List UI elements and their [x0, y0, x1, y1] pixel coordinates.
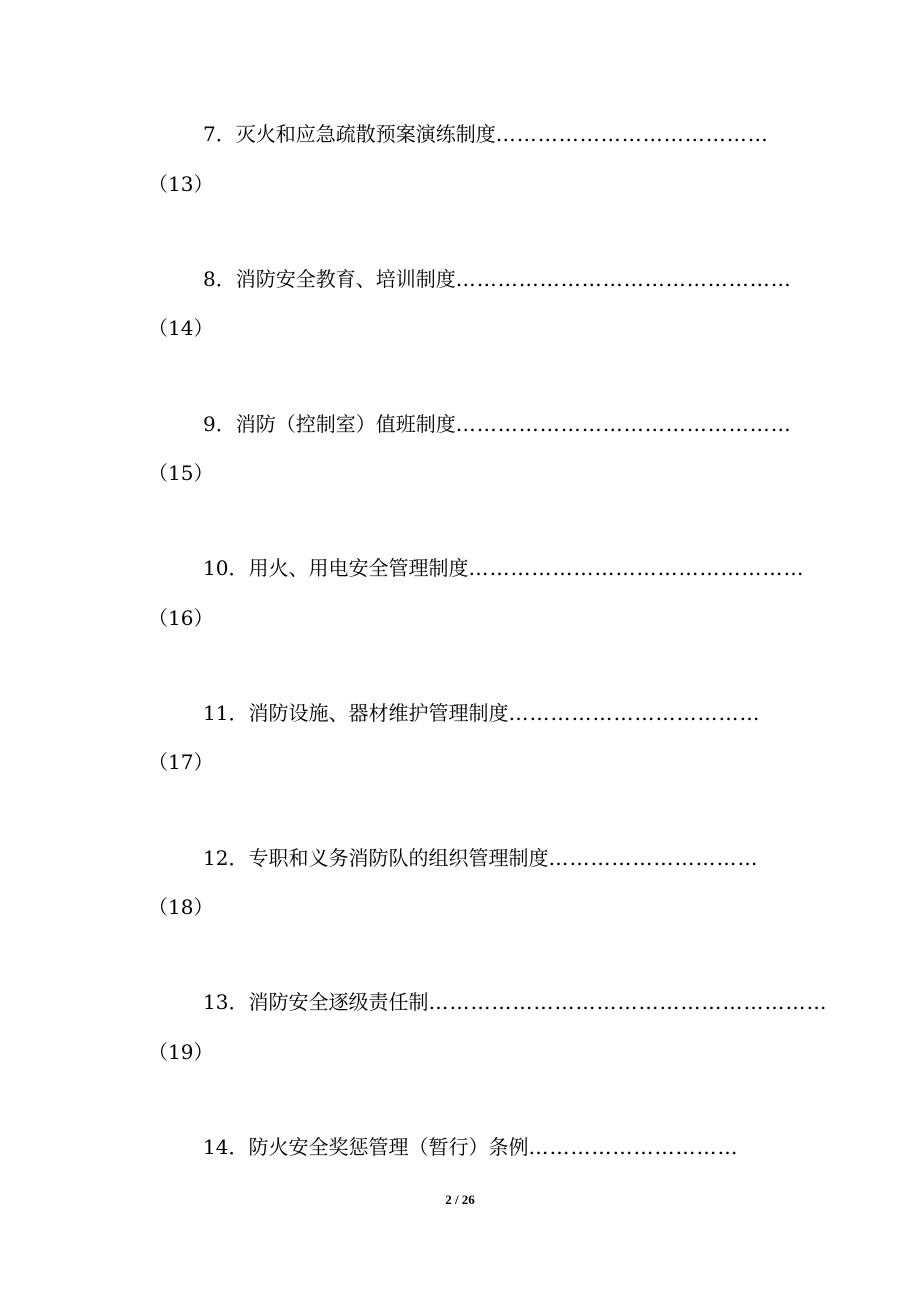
- toc-dot-leader: …………………………………………: [455, 412, 792, 436]
- toc-entry-page-number: （13）: [148, 172, 214, 196]
- toc-entry-title: [203, 265, 792, 293]
- toc-entry-title: [203, 410, 792, 438]
- toc-entry-page-number: （19）: [148, 1040, 214, 1064]
- toc-entry-text: 10．用火、用电安全管理制度: [203, 556, 469, 580]
- toc-entry-text: 14．防火安全奖惩管理（暂行）条例: [203, 1135, 529, 1159]
- toc-entry-title: [203, 120, 780, 148]
- toc-dot-leader: …………………………………………………: [428, 990, 828, 1014]
- toc-entry-text: 9．消防（控制室）值班制度: [203, 412, 456, 436]
- toc-entry-title: [203, 699, 780, 727]
- toc-entry-page-number: （15）: [148, 461, 214, 485]
- toc-entry-page-number: （16）: [148, 606, 214, 630]
- toc-dot-leader: …………………………: [528, 1135, 739, 1159]
- toc-entry-text: 12．专职和义务消防队的组织管理制度: [203, 846, 549, 870]
- toc-entry-page-number: （18）: [148, 895, 214, 919]
- toc-dot-leader: …………………………………: [495, 122, 769, 146]
- toc-entry-title: [203, 1133, 780, 1161]
- page-indicator: 2 / 26: [445, 1192, 475, 1207]
- toc-dot-leader: …………………………………………: [468, 556, 805, 580]
- toc-dot-leader: ………………………………: [508, 701, 761, 725]
- toc-entry-text: 13．消防安全逐级责任制: [203, 990, 429, 1014]
- toc-entry-text: 7．灭火和应急疏散预案演练制度: [203, 122, 496, 146]
- toc-entry-title: [203, 988, 828, 1016]
- toc-entry-title: [203, 844, 780, 872]
- toc-entry-text: 8．消防安全教育、培训制度: [203, 267, 456, 291]
- toc-dot-leader: …………………………………………: [455, 267, 792, 291]
- toc-entry-page-number: （17）: [148, 750, 214, 774]
- toc-entry-title: [203, 554, 805, 582]
- toc-dot-leader: …………………………: [548, 846, 759, 870]
- toc-entry-text: 11．消防设施、器材维护管理制度: [203, 701, 509, 725]
- toc-entry-page-number: （14）: [148, 316, 214, 340]
